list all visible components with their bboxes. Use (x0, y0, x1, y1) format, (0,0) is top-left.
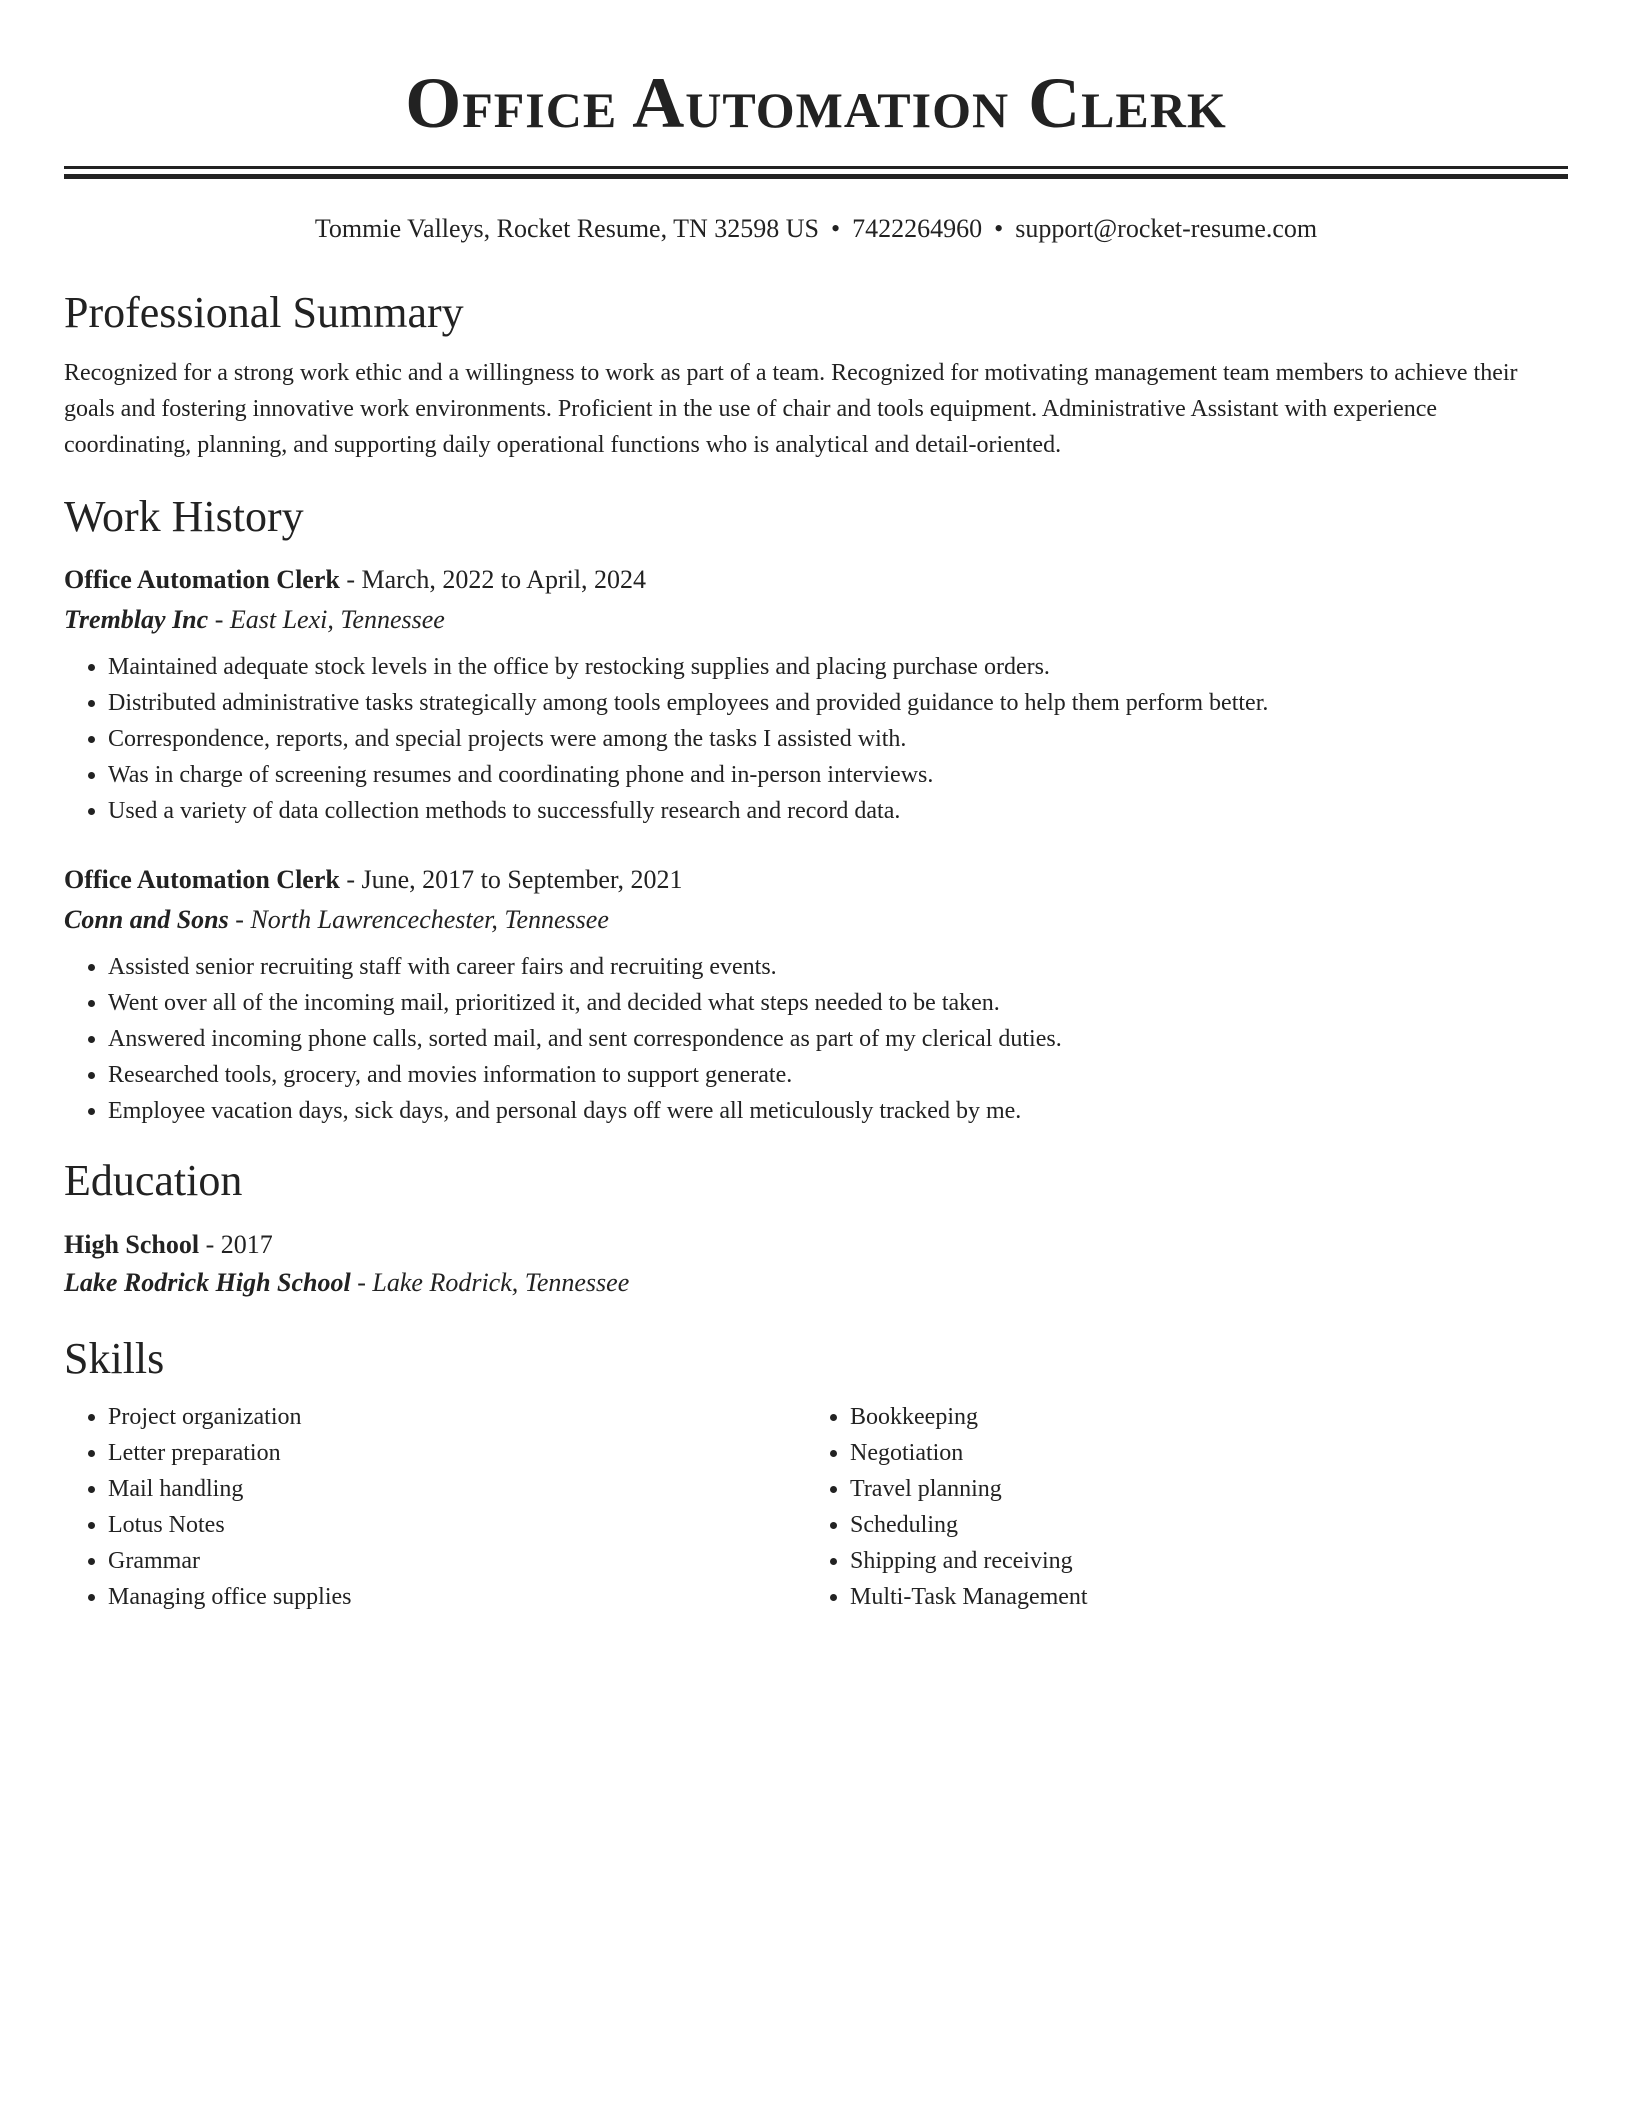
skills-columns (64, 1399, 1568, 1615)
education-dash: - (350, 1268, 373, 1297)
job-duty: • Maintained adequate stock levels in the office by restocking supplies and placing purchase orders. (108, 649, 1568, 685)
skill-item: • Multi-Task Management (850, 1579, 1548, 1615)
job-company-line (64, 903, 1568, 937)
contact-separator: • (994, 214, 1004, 243)
job-dash: - (228, 905, 251, 934)
job-title-line (64, 563, 1568, 597)
education-location: Lake Rodrick, Tennessee (372, 1268, 630, 1297)
education-heading: Education (64, 1156, 243, 1205)
job-duty: • Answered incoming phone calls, sorted mail, and sent correspondence as part of my clerical duties. (108, 1021, 1568, 1057)
summary-section (64, 287, 1568, 463)
skill-item: • Letter preparation (108, 1435, 806, 1471)
skills-list-right (806, 1399, 1548, 1615)
education-school-line (64, 1265, 1568, 1301)
job-dash: - (339, 565, 362, 594)
skill-item: • Travel planning (850, 1471, 1548, 1507)
skills-section (64, 1333, 1568, 1615)
job-duty: • Used a variety of data collection methods to successfully research and record data. (108, 793, 1568, 829)
contact-phone: 7422264960 (852, 214, 983, 243)
summary-text: Recognized for a strong work ethic and a willingness to work as part of a team. Recognized for motivating management team members to achieve their goals and fostering innovative work environments. Proficient in the use of chair and tools equipment. Administrative Assistant with experience coordinating, planning, and supporting daily operational functions who is analytical and detail-oriented. (64, 360, 1518, 458)
skills-heading: Skills (64, 1334, 165, 1383)
skill-item: • Grammar (108, 1543, 806, 1579)
skill-item: • Managing office supplies (108, 1579, 806, 1615)
job-title: Office Automation Clerk (64, 865, 340, 894)
contact-email: support@rocket-resume.com (1015, 214, 1318, 243)
job-dates: June, 2017 to September, 2021 (361, 865, 683, 894)
education-degree: High School (64, 1230, 200, 1259)
education-degree-line (64, 1227, 1568, 1263)
job-duty: • Correspondence, reports, and special projects were among the tasks I assisted with. (108, 721, 1568, 757)
summary-heading: Professional Summary (64, 288, 464, 337)
education-dash: - (199, 1230, 221, 1259)
work-history-heading: Work History (64, 492, 304, 541)
contact-line (64, 213, 1568, 245)
contact-address: Tommie Valleys, Rocket Resume, TN 32598 US (314, 214, 820, 243)
job-duty: • Was in charge of screening resumes and coordinating phone and in-person interviews. (108, 757, 1568, 793)
job-company: Conn and Sons (64, 905, 229, 934)
job-duty: • Assisted senior recruiting staff with career fairs and recruiting events. (108, 949, 1568, 985)
job-duties-list (64, 949, 1568, 1129)
job-dash: - (208, 605, 230, 634)
job-duty: • Employee vacation days, sick days, and personal days off were all meticulously tracked by me. (108, 1093, 1568, 1129)
education-year: 2017 (220, 1230, 273, 1259)
job-title: Office Automation Clerk (64, 565, 340, 594)
contact-separator: • (831, 214, 841, 243)
education-entry (64, 1227, 1568, 1301)
job-duty: • Went over all of the incoming mail, prioritized it, and decided what steps needed to be taken. (108, 985, 1568, 1021)
job-entry (64, 863, 1568, 1129)
header-rule-top (64, 166, 1568, 169)
job-company: Tremblay Inc (64, 605, 209, 634)
header-rule-bottom (64, 174, 1568, 179)
education-section (64, 1155, 1568, 1301)
job-entry (64, 563, 1568, 829)
job-dash: - (339, 865, 362, 894)
candidate-name: Office Automation Clerk (405, 63, 1227, 143)
job-duty: • Distributed administrative tasks strategically among tools employees and provided guidance to help them perform better. (108, 685, 1568, 721)
skill-item: • Lotus Notes (108, 1507, 806, 1543)
skill-item: • Bookkeeping (850, 1399, 1548, 1435)
job-company-line (64, 603, 1568, 637)
job-duties-list (64, 649, 1568, 829)
job-dates: March, 2022 to April, 2024 (361, 565, 647, 594)
work-history-section (64, 491, 1568, 1129)
skill-item: • Shipping and receiving (850, 1543, 1548, 1579)
skills-list-left (64, 1399, 806, 1615)
skill-item: • Project organization (108, 1399, 806, 1435)
skill-item: • Scheduling (850, 1507, 1548, 1543)
job-title-line (64, 863, 1568, 897)
job-location: North Lawrencechester, Tennessee (250, 905, 609, 934)
skill-item: • Negotiation (850, 1435, 1548, 1471)
job-location: East Lexi, Tennessee (229, 605, 445, 634)
skill-item: • Mail handling (108, 1471, 806, 1507)
education-school: Lake Rodrick High School (64, 1268, 351, 1297)
job-duty: • Researched tools, grocery, and movies information to support generate. (108, 1057, 1568, 1093)
